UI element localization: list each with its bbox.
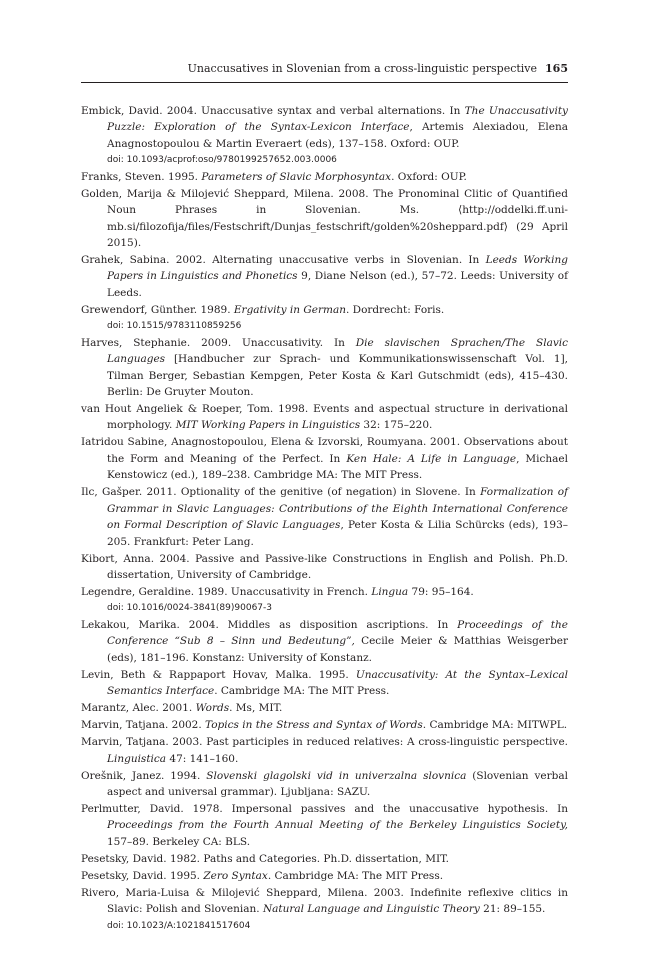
reference-entry <box>81 186 568 252</box>
reference-entry <box>81 169 568 185</box>
reference-text: . Dordrecht: Foris. <box>345 303 445 316</box>
reference-text: Embick, David. 2004. Unaccusative syntax and verbal alternations. In <box>81 105 465 117</box>
reference-text: Perlmutter, David. 1978. Impersonal passives and the unaccusative hypothesis. In <box>81 802 568 815</box>
reference-text: Grewendorf, Günther. 1989. <box>81 303 234 316</box>
reference-entry <box>81 584 568 616</box>
reference-title: Die slavischen Sprachen/The Slavic Languages <box>107 336 569 366</box>
reference-text: Marvin, Tatjana. 2003. Past participles in reduced relatives: A cross-linguistic perspective. <box>81 736 568 749</box>
reference-entry <box>81 717 568 733</box>
reference-text: . Cambridge MA: MITWPL. <box>422 719 568 732</box>
reference-title: Zero Syntax <box>203 869 268 882</box>
reference-text: Marantz, Alec. 2001. <box>81 702 196 715</box>
reference-text: [Handbucher zur Sprach- und Kommunikationswissenschaft Vol. 1], Tilman Berger, Sebastian Kempgen, Peter Kosta & Karl Gutschmidt (eds), 415–430. Berlin: De Gruyter Mouton. <box>107 353 568 399</box>
reference-text: Iatridou Sabine, Anagnostopoulou, Elena & Izvorski, Roumyana. 2001. Observations about the Form and Meaning of the Perfect. In <box>81 436 568 465</box>
reference-text: 32: 175–220. <box>360 419 433 432</box>
reference-title: Slovenski glagolski vid in univerzalna slovnica <box>206 769 467 782</box>
reference-entry <box>81 103 568 168</box>
reference-title: Proceedings from the Fourth Annual Meeting of the Berkeley Linguistics Society, <box>107 819 568 832</box>
reference-text: Pesetsky, David. 1982. Paths and Categories. Ph.D. dissertation, MIT. <box>81 852 449 865</box>
reference-entry <box>81 551 568 584</box>
reference-entry <box>81 885 568 934</box>
reference-entry <box>81 768 568 801</box>
reference-entry <box>81 734 568 767</box>
reference-text: Legendre, Geraldine. 1989. Unaccusativity in French. <box>81 585 372 598</box>
reference-title: Lingua <box>371 585 409 598</box>
reference-title: Words <box>195 702 230 715</box>
reference-title: Unaccusativity: At the Syntax–Lexical Semantics Interface <box>107 668 568 698</box>
reference-text: 47: 141–160. <box>166 752 239 765</box>
reference-title: Proceedings of the Conference “Sub 8 – Sinn und Bedeutung”, <box>107 618 568 648</box>
doi-link[interactable]: doi: 10.1023/A:1021841517604 <box>107 920 251 931</box>
reference-title: Formalization of Grammar in Slavic Languages: Contributions of the Eighth International Conference on Formal Description of Slavic Languages <box>107 486 568 532</box>
reference-text: van Hout Angeliek & Roeper, Tom. 1998. Events and aspectual structure in derivational morphology. <box>81 403 568 432</box>
reference-text: 21: 89–155. <box>479 903 546 916</box>
reference-text: Orešnik, Janez. 1994. <box>81 769 207 782</box>
reference-text: 9, Diane Nelson (ed.), 57–72. Leeds: University of Leeds. <box>107 270 568 299</box>
reference-text: . Cambridge MA: The MIT Press. <box>214 685 390 698</box>
reference-title: Topics in the Stress and Syntax of Words <box>205 719 423 732</box>
reference-entry <box>81 484 568 550</box>
reference-text: Lekakou, Marika. 2004. Middles as disposition ascriptions. In <box>81 618 458 631</box>
reference-text: , Artemis Alexiadou, Elena Anagnostopoulou & Martin Everaert (eds), 137–158. Oxford: OUP. <box>107 121 569 150</box>
reference-entry <box>81 700 568 716</box>
reference-text: Levin, Beth & Rappaport Hovav, Malka. 1995. <box>81 668 356 681</box>
reference-text: Marvin, Tatjana. 2002. <box>81 719 206 732</box>
reference-entry <box>81 667 568 700</box>
reference-text: 79: 95–164. <box>408 585 474 598</box>
doi-link[interactable]: doi: 10.1093/acprof:oso/9780199257652.003.0006 <box>107 155 337 166</box>
reference-text: . Ms, MIT. <box>229 702 283 715</box>
reference-list <box>81 103 568 934</box>
reference-entry <box>81 252 568 301</box>
reference-entry <box>81 335 568 401</box>
reference-entry <box>81 401 568 434</box>
running-header <box>81 62 568 83</box>
doi-link[interactable]: doi: 10.1016/0024-3841(89)90067-3 <box>107 603 272 614</box>
reference-text: Golden, Marija & Milojević Sheppard, Milena. 2008. The Pronominal Clitic of Quantified Noun Phrases in Slovenian. Ms. ⟨http://oddelki.ff.uni-mb.si/filozofija/files/Festschrift/Dunjas_festschrift/golden%20sheppard.pdf⟩ (29 April 2015). <box>81 187 568 250</box>
reference-title: Ken Hale: A Life in Language <box>346 452 517 465</box>
reference-entry <box>81 434 568 483</box>
reference-text: Ilc, Gašper. 2011. Optionality of the genitive (of negation) in Slovene. In <box>81 486 481 499</box>
reference-entry <box>81 302 568 334</box>
reference-text: (Slovenian verbal aspect and universal grammar). Ljubljana: SAZU. <box>107 769 568 798</box>
reference-entry <box>81 801 568 850</box>
reference-text: Franks, Steven. 1995. <box>81 170 202 183</box>
reference-title: Linguistica <box>107 752 167 765</box>
reference-text: . Cambridge MA: The MIT Press. <box>267 869 444 882</box>
reference-title: The Unaccusativity Puzzle: Exploration of the Syntax-Lexicon Interface <box>107 105 568 134</box>
reference-title: Ergativity in German <box>233 303 346 316</box>
reference-entry <box>81 868 568 884</box>
page-number: 165 <box>545 62 568 75</box>
reference-title: Natural Language and Linguistic Theory <box>262 903 480 916</box>
reference-text: , Michael Kenstowicz (ed.), 189–238. Cambridge MA: The MIT Press. <box>107 452 568 482</box>
reference-text: . Oxford: OUP. <box>391 170 467 183</box>
reference-text: Pesetsky, David. 1995. <box>81 869 204 882</box>
reference-text: Rivero, Maria-Luisa & Milojević Sheppard, Milena. 2003. Indefinite reflexive clitics in Slavic: Polish and Slovenian. <box>81 886 568 916</box>
reference-title: Parameters of Slavic Morphosyntax <box>201 170 392 183</box>
reference-entry <box>81 617 568 666</box>
running-title: Unaccusatives in Slovenian from a cross-linguistic perspective <box>187 62 538 75</box>
reference-title: Leeds Working Papers in Linguistics and Phonetics <box>107 254 568 283</box>
reference-text: Cecile Meier & Matthias Weisgerber (eds), 181–196. Konstanz: University of Konstanz. <box>107 635 568 664</box>
reference-text: Kibort, Anna. 2004. Passive and Passive-like Constructions in English and Polish. Ph.D. dissertation, University of Cambridge. <box>81 552 568 581</box>
reference-text: 157–89. Berkeley CA: BLS. <box>107 835 251 848</box>
reference-text: Grahek, Sabina. 2002. Alternating unaccusative verbs in Slovenian. In <box>81 254 486 267</box>
reference-text: Harves, Stephanie. 2009. Unaccusativity. In <box>81 336 356 349</box>
doi-link[interactable]: doi: 10.1515/9783110859256 <box>107 321 242 332</box>
reference-text: , Peter Kosta & Lilia Schürcks (eds), 193–205. Frankfurt: Peter Lang. <box>107 519 568 548</box>
reference-entry <box>81 851 568 867</box>
reference-title: MIT Working Papers in Linguistics <box>175 419 361 432</box>
